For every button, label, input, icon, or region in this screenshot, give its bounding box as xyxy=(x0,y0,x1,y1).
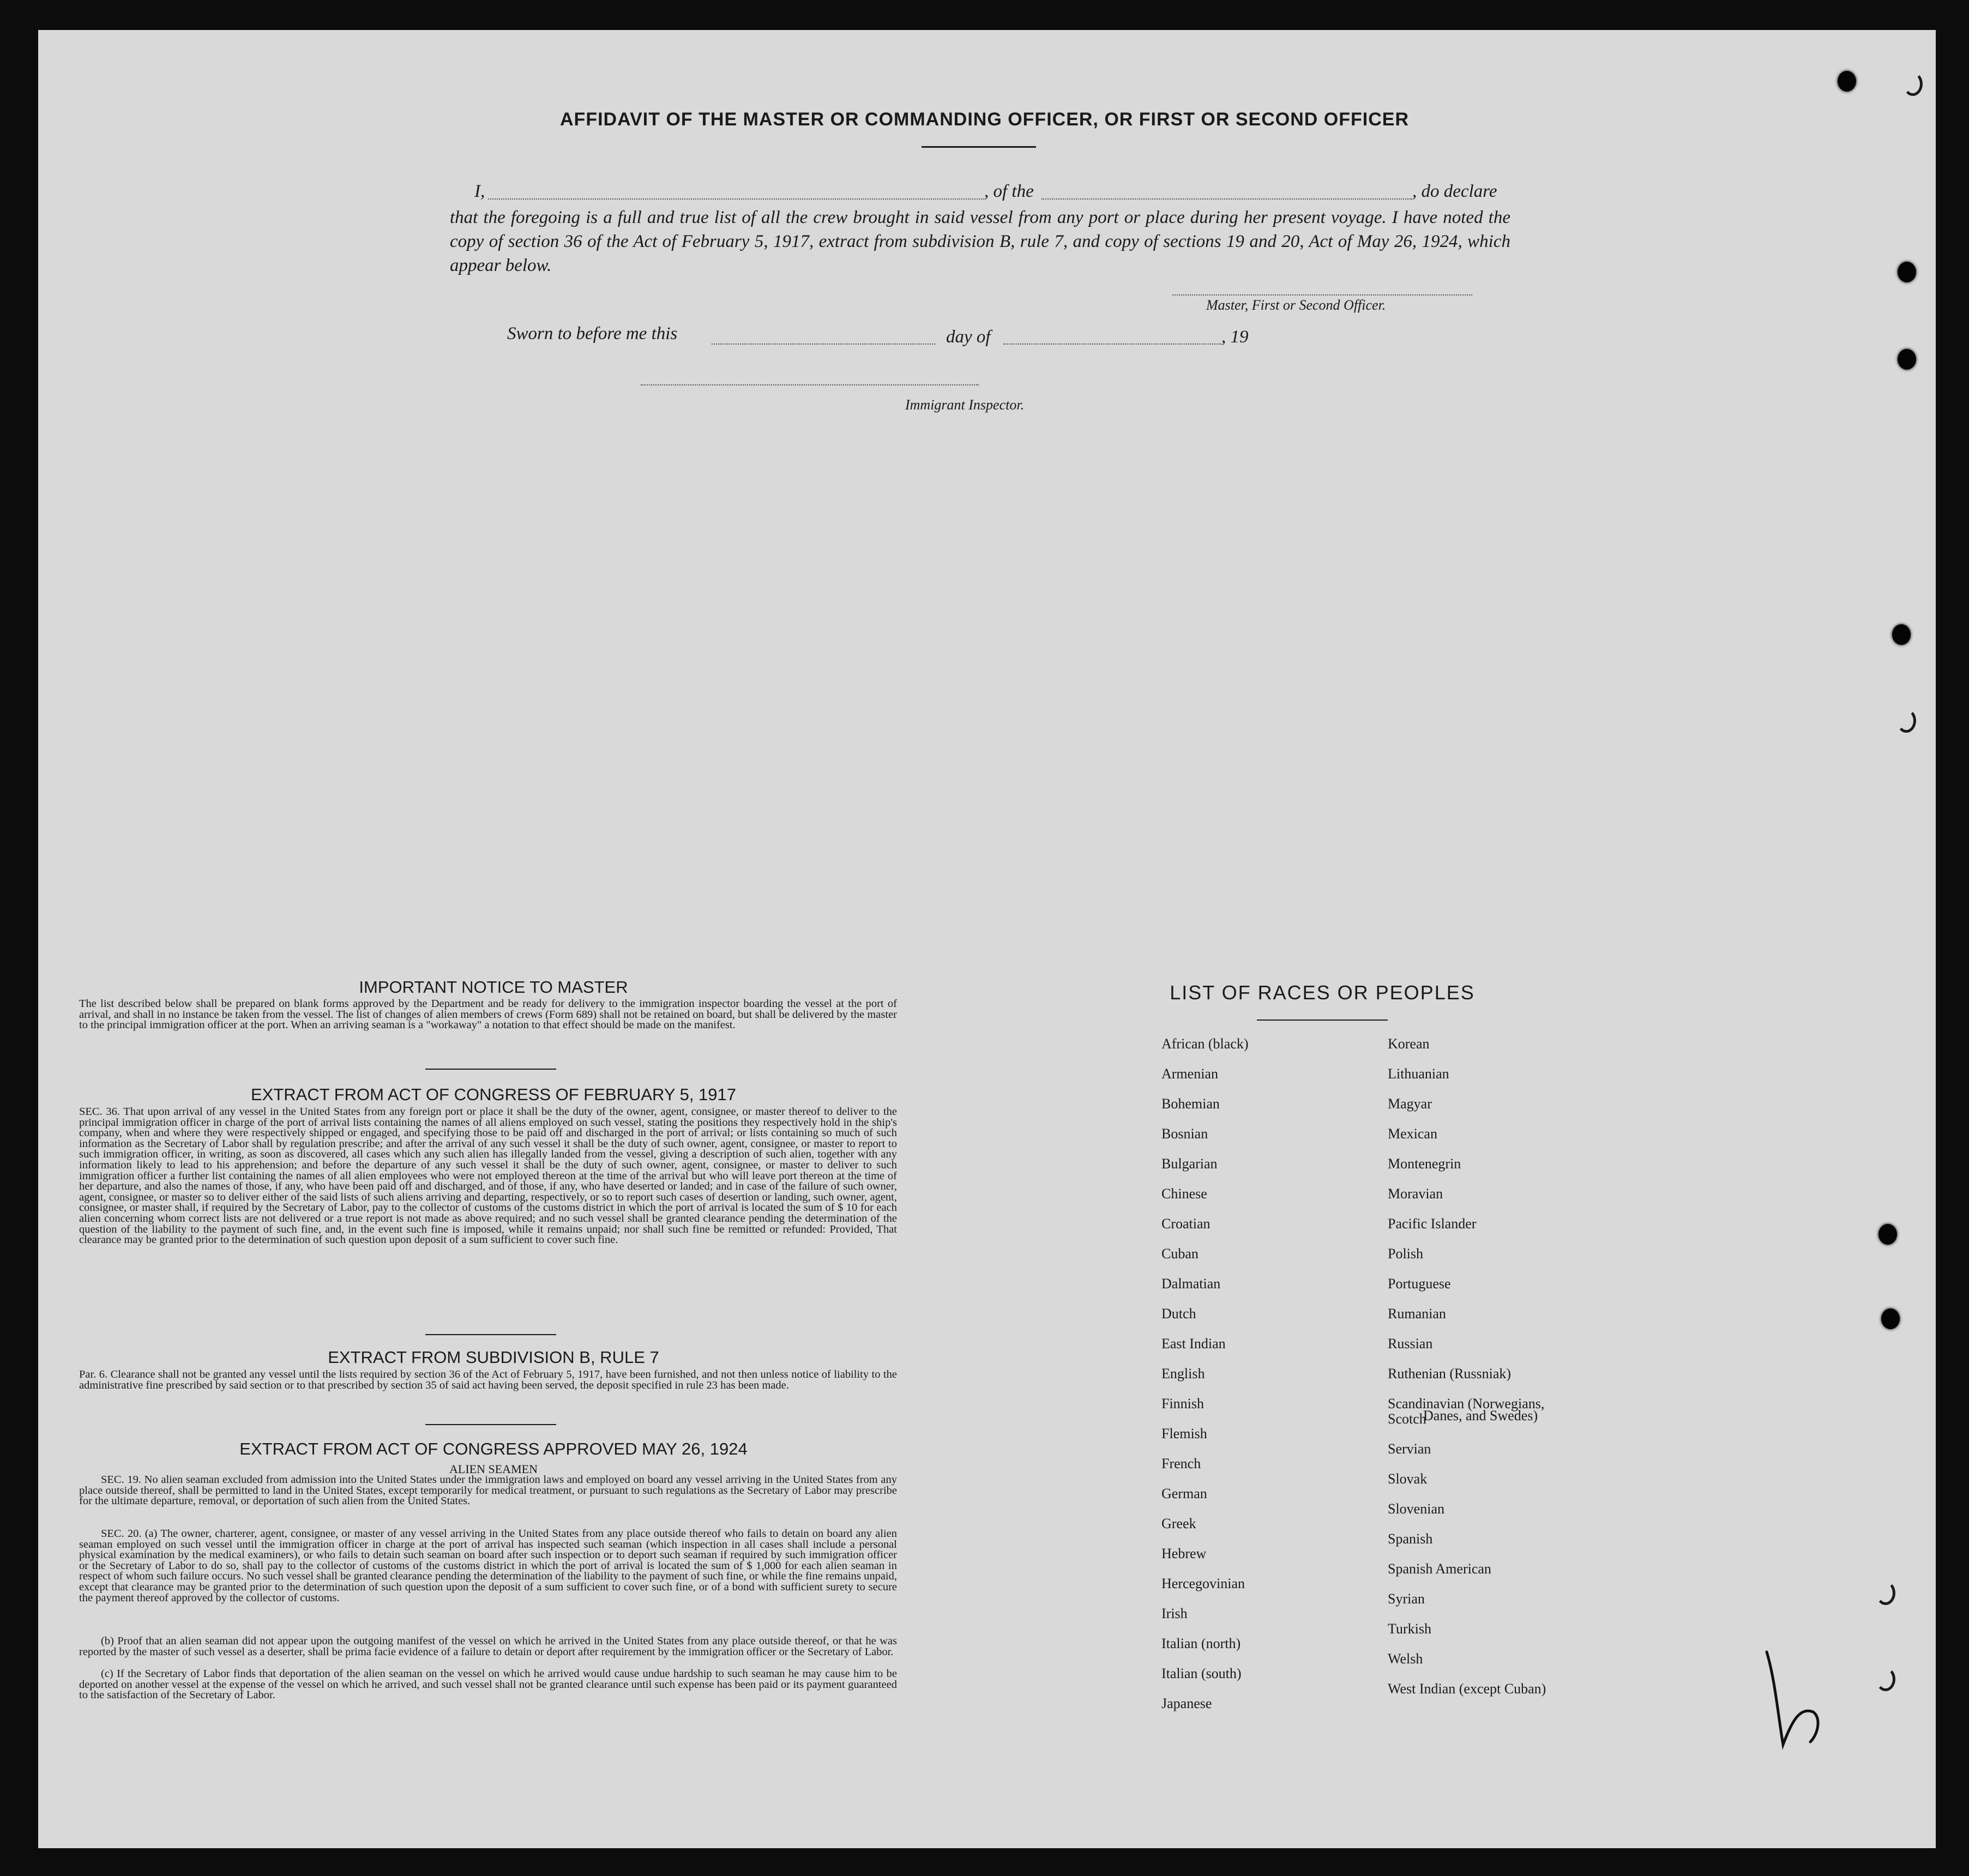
sec20c-body: (c) If the Secretary of Labor finds that deportation of the alien seaman on the vessel on which he arrived would cause undue hardship to such seaman he may cause him to be deported on another vessel at the expense of the vessel on which he arrived, and such vessel shall not be granted clearance until such expense has been paid or its payment guaranteed to the satisfaction of the Secretary of Labor. xyxy=(79,1668,897,1702)
race-item: Dalmatian xyxy=(1161,1276,1221,1292)
race-item: Servian xyxy=(1388,1441,1431,1457)
day-of-text: day of xyxy=(946,327,991,347)
race-item: Italian (north) xyxy=(1161,1636,1241,1651)
affidavit-of-the: , of the xyxy=(984,182,1034,201)
name-blank xyxy=(488,198,984,200)
sec19-body: SEC. 19. No alien seaman excluded from admission into the United States under the immigration laws and employed on board any vessel arriving in the United States from any place outside thereof, shall be permitted to land in the United States, except temporarily for medical treatment, or pursuant to such regulations as the Secretary of Labor may prescribe for the ultimate departure, removal, or deportation of such alien from the United States. xyxy=(79,1474,897,1507)
race-item: German xyxy=(1161,1486,1207,1501)
race-item: Flemish xyxy=(1161,1426,1207,1441)
race-item: Spanish American xyxy=(1388,1561,1491,1577)
race-item: Hercegovinian xyxy=(1161,1576,1245,1591)
punch-hole-outline xyxy=(1896,709,1916,733)
race-item: Dutch xyxy=(1161,1306,1196,1322)
races-left-column xyxy=(1161,1036,1249,1726)
punch-hole xyxy=(1898,262,1916,282)
notice-body: The list described below shall be prepared on blank forms approved by the Department and be ready for delivery to the immigration inspector boarding the vessel at the port of arrival, and shall in no instance be taken from the vessel. The list of changes of alien members of crews (Form 689) shall not be retained on board, but shall be delivered by the master to the principal immigration officer at the port. When an arriving seaman is a "workaway" a notation to that effect should be made on the manifest. xyxy=(79,998,897,1032)
race-item: Welsh xyxy=(1388,1651,1423,1667)
rule7-body: Par. 6. Clearance shall not be granted any vessel until the lists required by section 36 of the Act of February 5, 1917, have been furnished, and not then unless notice of liability to the administrative fine prescribed by said section or to that prescribed by section 35 of said act having been served, the deposit specified in rule 23 has been made. xyxy=(79,1368,897,1391)
sec20a-body: SEC. 20. (a) The owner, charterer, agent, consignee, or master of any vessel arriving in the United States from any place outside thereof who fails to detain on board any alien seaman employed on such vessel until the immigration officer in charge at the port of arrival has inspected such seaman (which inspection in all cases shall include a personal physical examination by the medical examiners), or who fails to detain such seaman on board after such inspection or to deport such seaman if required by such immigration officer or the Secretary of Labor to do so, shall pay to the collector of customs of the customs district in which the port of arrival is located the sum of $ 1,000 for each alien seaman in respect of whom such failure occurs. No such vessel shall be granted clearance pending the determination of the liability to the payment of such fine, or while the fine remains unpaid, except that clearance may be granted prior to the determination of such question upon the deposit of a sum sufficient to cover such fine, or of a bond with sufficient surety to secure the payment thereof approved by the collector of customs. xyxy=(79,1528,897,1604)
handwritten-mark-icon xyxy=(1761,1641,1827,1756)
race-item: Montenegrin xyxy=(1388,1156,1461,1172)
extract-1917-body: SEC. 36. That upon arrival of any vessel in the United States from any foreign port or place it shall be the duty of the owner, agent, consignee, or master thereof to deliver to the principal immigration officer in charge of the port of arrival lists containing the names of all aliens employed on such vessel, stating the positions they respectively hold in the ship's company, when and where they were respectively shipped or engaged, and specifying those to be paid off and discharged in the port of arrival; or lists containing so much of such information as the Secretary of Labor shall by regulation prescribe; and after the arrival of any such vessel it shall be the duty of such owner, agent, consignee, or master to report to such immigration officer, in writing, as soon as discovered, all cases which any such alien has illegally landed from the vessel, giving a description of such alien, together with any information likely to lead to his apprehension; and before the departure of any such vessel it shall be the duty of such owner, agent, consignee, or master to deliver to such immigration officer a further list containing the names of all alien employees who were not employed thereon at the time of the arrival but who will leave port thereon at the time of her departure, and also the names of those, if any, who have been paid off and discharged, and of those, if any, who have deserted or landed; and in case of the failure of such owner, agent, consignee, or master so to deliver either of the said lists of such aliens arriving and departing, respectively, or so to report such cases of desertion or landing, such owner, agent, consignee, or master shall, if required by the Secretary of Labor, pay to the collector of customs of the customs district in which the port of arrival is located the sum of $ 10 for each alien concerning whom correct lists are not delivered or a true report is not made as above required; and no such vessel shall be granted clearance pending the determination of the question of the liability to the payment of such fine, and, in the event such fine is imposed, while it remains unpaid; nor shall such fine be remitted or refunded: Provided, That clearance may be granted prior to the determination of such question upon deposit of a sum sufficient to cover such fine. xyxy=(79,1106,897,1246)
section-rule xyxy=(425,1069,556,1070)
race-item: Rumanian xyxy=(1388,1306,1446,1322)
race-item: Scandinavian (Norwegians, xyxy=(1388,1396,1545,1411)
race-item: Polish xyxy=(1388,1246,1424,1262)
race-item: Armenian xyxy=(1161,1066,1218,1082)
month-blank xyxy=(1003,343,1221,345)
inspector-label: Immigrant Inspector. xyxy=(905,397,1025,413)
race-item: East Indian xyxy=(1161,1336,1226,1352)
affidavit-body: that the foregoing is a full and true list of all the crew brought in said vessel from any port or place during her present voyage. I have noted the copy of section 36 of the Act of February 5, 1917, extract from subdivision B, rule 7, and copy of sections 19 and 20, Act of May 26, 1924, which appear below. xyxy=(450,208,1510,275)
year-text: , 19 xyxy=(1221,327,1249,347)
notice-heading: IMPORTANT NOTICE TO MASTER xyxy=(359,978,628,997)
sec20b-body: (b) Proof that an alien seaman did not appear upon the outgoing manifest of the vessel on which he arrived in the United States from any place outside thereof, or that he was reported by the master of such vessel as a deserter, shall be prima facie evidence of a failure to detain or deport after requirement by the immigration officer or the Secretary of Labor. xyxy=(79,1635,897,1658)
rule7-heading: EXTRACT FROM SUBDIVISION B, RULE 7 xyxy=(328,1348,659,1367)
race-item: Japanese xyxy=(1161,1696,1212,1711)
races-rule xyxy=(1257,1020,1388,1021)
section-rule xyxy=(425,1424,556,1425)
race-item: Irish xyxy=(1161,1606,1188,1621)
race-item: Moravian xyxy=(1388,1186,1443,1202)
race-item: Bohemian xyxy=(1161,1096,1220,1112)
vessel-blank xyxy=(1041,198,1412,200)
affidavit-i: I, xyxy=(474,182,485,201)
punch-hole xyxy=(1881,1308,1900,1329)
race-item: Spanish xyxy=(1388,1531,1433,1547)
race-item: Scotch xyxy=(1388,1411,1426,1427)
race-item: Ruthenian (Russniak) xyxy=(1388,1366,1512,1382)
race-item: Bosnian xyxy=(1161,1126,1208,1142)
race-item: Greek xyxy=(1161,1516,1196,1531)
race-item: Slovak xyxy=(1388,1471,1428,1487)
affidavit-title: AFFIDAVIT OF THE MASTER OR COMMANDING OFFICER, OR FIRST OR SECOND OFFICER xyxy=(560,109,1409,130)
race-item: Pacific Islander xyxy=(1388,1216,1477,1232)
race-item: Danes, and Swedes) xyxy=(1423,1408,1538,1423)
extract-1924-heading: EXTRACT FROM ACT OF CONGRESS APPROVED MAY 26, 1924 xyxy=(239,1439,748,1458)
race-item: Chinese xyxy=(1161,1186,1207,1202)
section-rule xyxy=(425,1334,556,1335)
sworn-text: Sworn to before me this xyxy=(507,324,678,343)
race-item: Croatian xyxy=(1161,1216,1211,1232)
race-item: Magyar xyxy=(1388,1096,1432,1112)
punch-hole xyxy=(1892,624,1911,645)
race-item: Korean xyxy=(1388,1036,1430,1052)
race-item: Italian (south) xyxy=(1161,1666,1242,1681)
race-item: Finnish xyxy=(1161,1396,1205,1411)
punch-hole xyxy=(1898,349,1916,370)
punch-hole-outline xyxy=(1876,1581,1895,1605)
punch-hole-outline xyxy=(1903,72,1923,96)
extract-1917-heading: EXTRACT FROM ACT OF CONGRESS OF FEBRUARY 5, 1917 xyxy=(250,1085,737,1104)
master-signature-label: Master, First or Second Officer. xyxy=(1206,297,1386,313)
race-item: English xyxy=(1161,1366,1205,1382)
inspector-signature-line xyxy=(641,384,979,385)
races-right-column xyxy=(1388,1036,1546,1726)
race-item: Turkish xyxy=(1388,1621,1431,1637)
day-blank xyxy=(712,343,935,345)
race-item: Portuguese xyxy=(1388,1276,1451,1292)
race-item: Hebrew xyxy=(1161,1546,1207,1561)
race-item: West Indian (except Cuban) xyxy=(1388,1681,1546,1697)
race-item: French xyxy=(1161,1456,1201,1471)
affidavit-declare: , do declare xyxy=(1412,182,1497,201)
extract-1924-subheading: ALIEN SEAMEN xyxy=(449,1462,538,1476)
race-item: African (black) xyxy=(1161,1036,1249,1052)
punch-hole-outline xyxy=(1876,1667,1895,1691)
master-signature-line xyxy=(1172,294,1472,295)
races-heading: LIST OF RACES OR PEOPLES xyxy=(1170,981,1475,1004)
title-rule xyxy=(922,146,1036,148)
race-item: Bulgarian xyxy=(1161,1156,1218,1172)
race-item: Syrian xyxy=(1388,1591,1425,1607)
race-item: Cuban xyxy=(1161,1246,1199,1262)
race-item: Slovenian xyxy=(1388,1501,1444,1517)
race-item: Mexican xyxy=(1388,1126,1437,1142)
race-item: Russian xyxy=(1388,1336,1433,1352)
punch-hole xyxy=(1838,71,1856,92)
race-item: Lithuanian xyxy=(1388,1066,1449,1082)
punch-hole xyxy=(1878,1224,1897,1245)
